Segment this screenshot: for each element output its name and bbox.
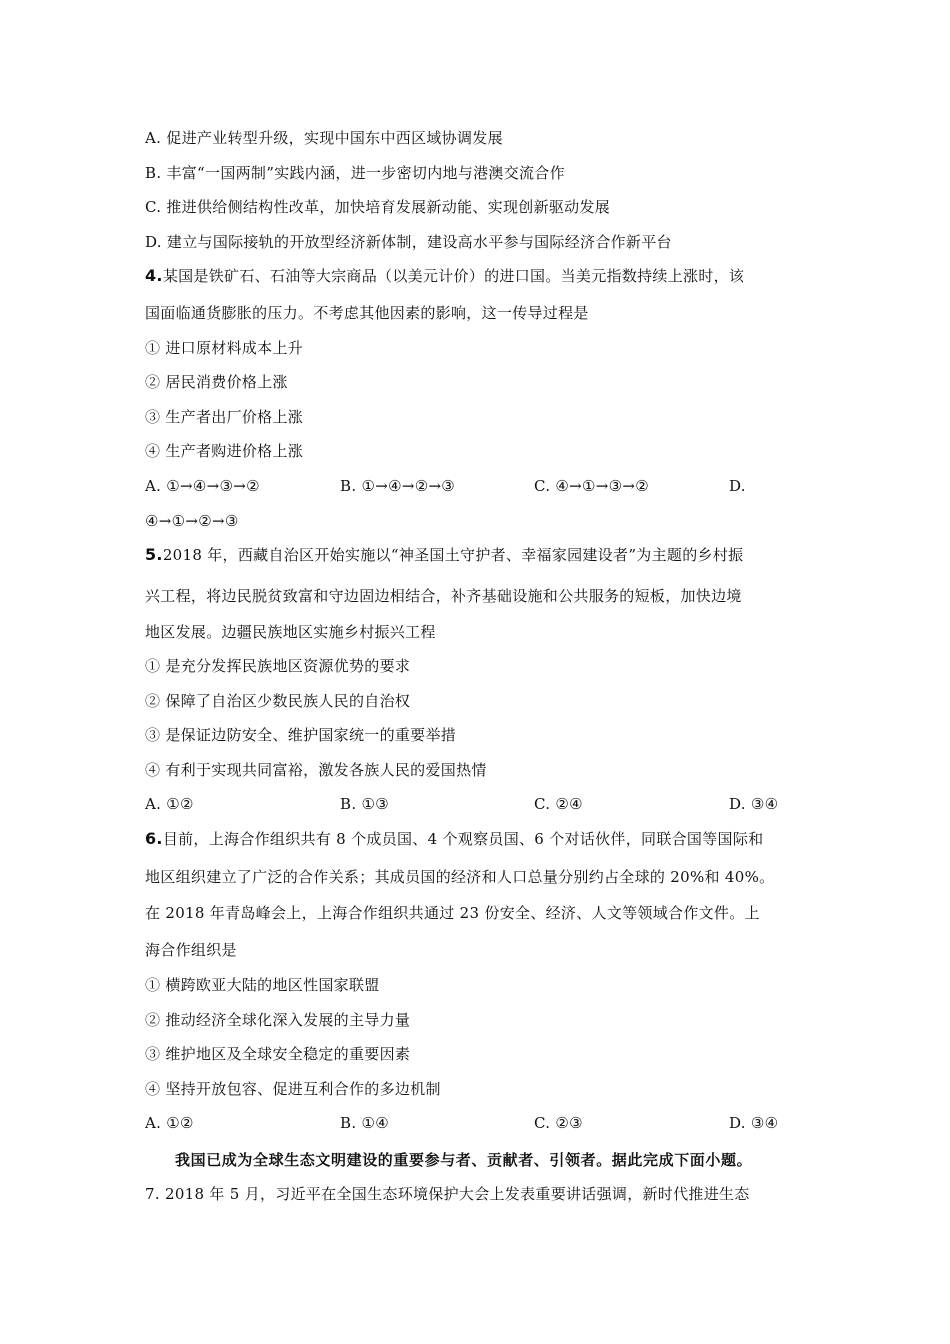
q5-stem-line-1: [145, 545, 743, 565]
q3-option-d: D. 建立与国际接轨的开放型经济新体制，建设高水平参与国际经济合作新平台: [145, 233, 672, 251]
q4-stem-text-1: 某国是铁矿石、石油等大宗商品（以美元计价）的进口国。当美元指数持续上涨时，该: [162, 267, 745, 285]
q6-stem-line-4: 海合作组织是: [145, 941, 237, 959]
q6-number: 6.: [145, 829, 163, 848]
q4-option-a: A. ①→④→③→②: [145, 477, 260, 495]
q4-option-c: C. ④→①→③→②: [534, 477, 649, 495]
q5-option-b: B. ①③: [340, 795, 389, 813]
q3-option-c: C. 推进供给侧结构性改革，加快培育发展新动能、实现创新驱动发展: [145, 198, 611, 216]
q4-option-d-value: ④→①→②→③: [145, 512, 239, 530]
q5-number: 5.: [145, 545, 163, 564]
q5-item-4: ④ 有利于实现共同富裕，激发各族人民的爱国热情: [145, 761, 487, 779]
q4-item-2: ② 居民消费价格上涨: [145, 373, 288, 391]
q5-item-3: ③ 是保证边防安全、维护国家统一的重要举措: [145, 726, 457, 744]
q4-option-d-label: D.: [729, 477, 746, 495]
q4-options-row: [145, 476, 805, 496]
q3-option-b: B. 丰富“一国两制”实践内涵，进一步密切内地与港澳交流合作: [145, 164, 565, 182]
q5-item-2: ② 保障了自治区少数民族人民的自治权: [145, 692, 411, 710]
q5-stem-line-3: 地区发展。边疆民族地区实施乡村振兴工程: [145, 623, 436, 641]
q4-item-4: ④ 生产者购进价格上涨: [145, 442, 304, 460]
q5-option-a: A. ①②: [145, 795, 194, 813]
q6-stem-line-3: 在 2018 年青岛峰会上，上海合作组织共通过 23 份安全、经济、人文等领域合作文件。上: [145, 904, 760, 922]
q6-option-a: A. ①②: [145, 1114, 194, 1132]
q4-number: 4.: [145, 266, 163, 285]
q6-option-d: D. ③④: [729, 1114, 779, 1132]
q6-item-4: ④ 坚持开放包容、促进互利合作的多边机制: [145, 1080, 441, 1098]
q6-stem-line-2: 地区组织建立了广泛的合作关系；其成员国的经济和人口总量分别约占全球的 20%和 40%。: [145, 868, 775, 886]
q4-option-b: B. ①→④→②→③: [340, 477, 456, 495]
q4-stem-line-2: 国面临通货膨胀的压力。不考虑其他因素的影响，这一传导过程是: [145, 304, 589, 322]
q5-stem-line-2: 兴工程，将边民脱贫致富和守边固边相结合，补齐基础设施和公共服务的短板，加快边境: [145, 587, 742, 605]
q6-option-b: B. ①④: [340, 1114, 389, 1132]
q4-item-1: ① 进口原材料成本上升: [145, 339, 304, 357]
q5-stem-text-1: 2018 年，西藏自治区开始实施以“神圣国土守护者、幸福家园建设者”为主题的乡村振: [162, 546, 744, 564]
q6-item-3: ③ 维护地区及全球安全稳定的重要因素: [145, 1045, 411, 1063]
q6-item-1: ① 横跨欧亚大陆的地区性国家联盟: [145, 976, 380, 994]
q3-option-a: A. 促进产业转型升级，实现中国东中西区域协调发展: [145, 129, 503, 147]
q6-item-2: ② 推动经济全球化深入发展的主导力量: [145, 1011, 411, 1029]
q5-option-c: C. ②④: [534, 795, 583, 813]
q4-stem-line-1: [145, 266, 744, 286]
q5-item-1: ① 是充分发挥民族地区资源优势的要求: [145, 657, 411, 675]
q6-stem-line-1: [145, 829, 763, 849]
q6-options-row: [145, 1113, 805, 1133]
q6-stem-text-1: 目前，上海合作组织共有 8 个成员国、4 个观察员国、6 个对话伙伴，同联合国等国际和: [162, 830, 764, 848]
q5-options-row: [145, 794, 805, 814]
q5-option-d: D. ③④: [729, 795, 779, 813]
q7-stem-line-1: 7. 2018 年 5 月，习近平在全国生态环境保护大会上发表重要讲话强调，新时代推进生态: [145, 1185, 750, 1203]
q4-item-3: ③ 生产者出厂价格上涨: [145, 408, 304, 426]
section-intro: 我国已成为全球生态文明建设的重要参与者、贡献者、引领者。据此完成下面小题。: [175, 1151, 753, 1169]
q6-option-c: C. ②③: [534, 1114, 583, 1132]
